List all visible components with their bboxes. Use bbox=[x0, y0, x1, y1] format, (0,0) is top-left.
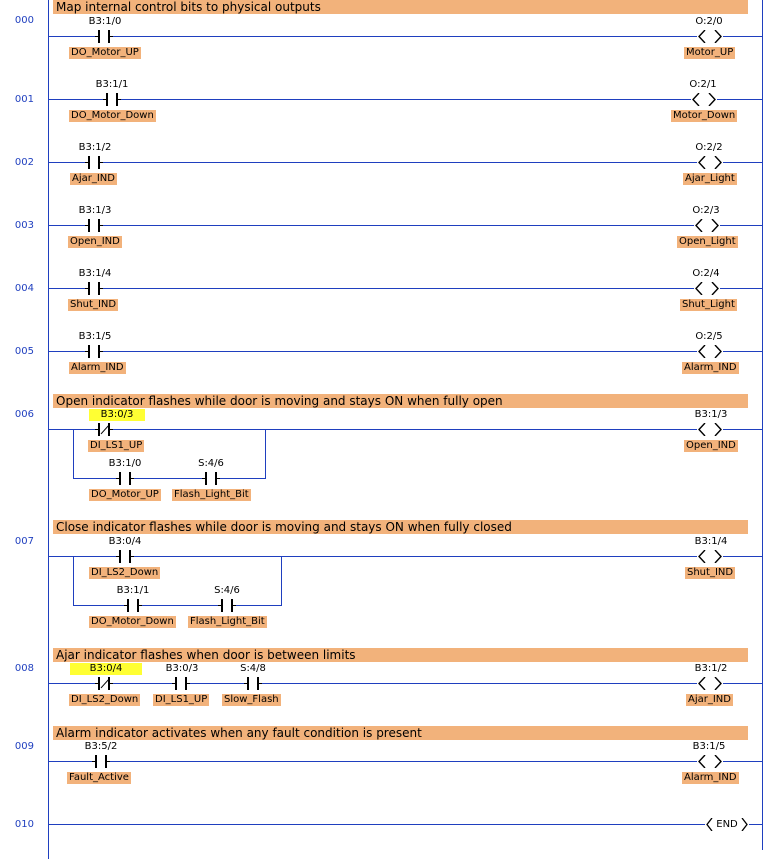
rung-wire bbox=[48, 99, 762, 100]
rung-number[interactable]: 008 bbox=[14, 663, 34, 674]
rung-wire bbox=[48, 36, 762, 37]
rung-wire bbox=[48, 162, 762, 163]
output-coil[interactable] bbox=[697, 345, 723, 358]
rung-wire bbox=[48, 351, 762, 352]
coil-tag: Shut_Light bbox=[682, 299, 735, 310]
no-contact[interactable] bbox=[86, 156, 102, 169]
contact-address: B3:1/5 bbox=[78, 331, 112, 342]
no-contact[interactable] bbox=[125, 599, 141, 612]
contact-address-highlighted: B3:0/3 bbox=[89, 409, 145, 421]
no-contact[interactable] bbox=[117, 472, 133, 485]
right-power-rail bbox=[762, 0, 763, 850]
rung-wire bbox=[48, 683, 762, 684]
coil-tag: Open_IND bbox=[686, 440, 736, 451]
contact-tag: DI_LS2_Down bbox=[71, 694, 139, 705]
contact-tag: DI_LS2_Down bbox=[91, 567, 159, 578]
end-instruction[interactable] bbox=[705, 818, 749, 831]
nc-contact[interactable] bbox=[96, 677, 112, 690]
rung-comment[interactable]: Ajar indicator flashes when door is between limits bbox=[53, 648, 748, 662]
coil-tag: Motor_Down bbox=[673, 110, 736, 121]
rung-number[interactable]: 002 bbox=[14, 157, 34, 168]
branch-wire bbox=[73, 556, 74, 605]
no-contact[interactable] bbox=[86, 345, 102, 358]
contact-tag: Shut_IND bbox=[70, 299, 117, 310]
no-contact[interactable] bbox=[203, 472, 219, 485]
coil-address: O:2/0 bbox=[695, 16, 723, 27]
rung-wire bbox=[48, 556, 762, 557]
no-contact[interactable] bbox=[96, 30, 112, 43]
rung-number[interactable]: 004 bbox=[14, 283, 34, 294]
no-contact[interactable] bbox=[104, 93, 120, 106]
contact-address: B3:0/3 bbox=[165, 663, 199, 674]
contact-address: B3:1/3 bbox=[78, 205, 112, 216]
coil-tag: Open_Light bbox=[679, 236, 736, 247]
output-coil[interactable] bbox=[697, 423, 723, 436]
rung-comment[interactable]: Close indicator flashes while door is moving and stays ON when fully closed bbox=[53, 520, 748, 534]
contact-tag: Slow_Flash bbox=[224, 694, 279, 705]
contact-address: S:4/6 bbox=[214, 585, 240, 596]
output-coil[interactable] bbox=[697, 550, 723, 563]
contact-tag: Alarm_IND bbox=[71, 362, 124, 373]
contact-address: B3:1/4 bbox=[78, 268, 112, 279]
coil-tag: Motor_UP bbox=[686, 47, 734, 58]
rung-number[interactable]: 009 bbox=[14, 741, 34, 752]
contact-address: B3:1/1 bbox=[116, 585, 150, 596]
contact-address: B3:1/0 bbox=[108, 458, 142, 469]
coil-address: O:2/3 bbox=[692, 205, 720, 216]
coil-address: O:2/4 bbox=[692, 268, 720, 279]
contact-tag: Flash_Light_Bit bbox=[190, 616, 265, 627]
branch-wire bbox=[73, 478, 266, 479]
contact-tag: DI_LS1_UP bbox=[155, 694, 208, 705]
contact-tag: DO_Motor_Down bbox=[91, 616, 174, 627]
contact-address-highlighted: B3:0/4 bbox=[70, 663, 142, 675]
branch-wire bbox=[265, 429, 266, 478]
contact-address: B3:1/1 bbox=[95, 79, 129, 90]
rung-number[interactable]: 003 bbox=[14, 220, 34, 231]
coil-tag: Ajar_IND bbox=[688, 694, 731, 705]
rung-comment[interactable]: Alarm indicator activates when any fault condition is present bbox=[53, 726, 748, 740]
rung-number[interactable]: 005 bbox=[14, 346, 34, 357]
no-contact[interactable] bbox=[86, 219, 102, 232]
contact-address: S:4/8 bbox=[240, 663, 266, 674]
no-contact[interactable] bbox=[86, 282, 102, 295]
contact-tag: DI_LS1_UP bbox=[90, 440, 143, 451]
end-label: END bbox=[716, 819, 738, 830]
coil-address: B3:1/5 bbox=[692, 741, 726, 752]
coil-address: O:2/2 bbox=[695, 142, 723, 153]
contact-tag: DO_Motor_UP bbox=[71, 47, 139, 58]
rung-wire bbox=[48, 225, 762, 226]
contact-address: B3:0/4 bbox=[108, 536, 142, 547]
no-contact[interactable] bbox=[245, 677, 261, 690]
rung-wire bbox=[48, 761, 762, 762]
coil-tag: Alarm_IND bbox=[684, 362, 737, 373]
branch-wire bbox=[73, 605, 282, 606]
coil-address: O:2/5 bbox=[695, 331, 723, 342]
output-coil[interactable] bbox=[697, 677, 723, 690]
rung-number[interactable]: 001 bbox=[14, 94, 34, 105]
rung-number[interactable]: 007 bbox=[14, 536, 34, 547]
output-coil[interactable] bbox=[694, 282, 720, 295]
rung-number[interactable]: 000 bbox=[14, 15, 34, 26]
no-contact[interactable] bbox=[117, 550, 133, 563]
output-coil[interactable] bbox=[697, 30, 723, 43]
rung-wire bbox=[48, 429, 762, 430]
rung-wire bbox=[48, 288, 762, 289]
contact-tag: Fault_Active bbox=[69, 772, 129, 783]
rung-number[interactable]: 006 bbox=[14, 409, 34, 420]
coil-address: O:2/1 bbox=[689, 79, 717, 90]
branch-wire bbox=[73, 429, 74, 478]
coil-address: B3:1/2 bbox=[694, 663, 728, 674]
coil-tag: Shut_IND bbox=[687, 567, 734, 578]
contact-tag: DO_Motor_Down bbox=[71, 110, 154, 121]
contact-tag: Open_IND bbox=[70, 236, 120, 247]
coil-tag: Alarm_IND bbox=[684, 772, 737, 783]
rung-number[interactable]: 010 bbox=[14, 819, 34, 830]
coil-address: B3:1/3 bbox=[694, 409, 728, 420]
coil-address: B3:1/4 bbox=[694, 536, 728, 547]
contact-address: B3:1/2 bbox=[78, 142, 112, 153]
contact-tag: Ajar_IND bbox=[72, 173, 115, 184]
no-contact[interactable] bbox=[219, 599, 235, 612]
coil-tag: Ajar_Light bbox=[685, 173, 735, 184]
output-coil[interactable] bbox=[691, 93, 717, 106]
contact-tag: Flash_Light_Bit bbox=[174, 489, 249, 500]
output-coil[interactable] bbox=[697, 156, 723, 169]
branch-wire bbox=[281, 556, 282, 605]
no-contact[interactable] bbox=[93, 755, 109, 768]
contact-address: S:4/6 bbox=[198, 458, 224, 469]
rung-comment[interactable]: Map internal control bits to physical outputs bbox=[53, 0, 748, 14]
no-contact[interactable] bbox=[173, 677, 189, 690]
contact-address: B3:5/2 bbox=[84, 741, 118, 752]
output-coil[interactable] bbox=[694, 219, 720, 232]
output-coil[interactable] bbox=[697, 755, 723, 768]
rung-comment[interactable]: Open indicator flashes while door is moving and stays ON when fully open bbox=[53, 394, 748, 408]
contact-address: B3:1/0 bbox=[88, 16, 122, 27]
contact-tag: DO_Motor_UP bbox=[91, 489, 159, 500]
rung-wire bbox=[48, 824, 762, 825]
nc-contact[interactable] bbox=[96, 423, 112, 436]
